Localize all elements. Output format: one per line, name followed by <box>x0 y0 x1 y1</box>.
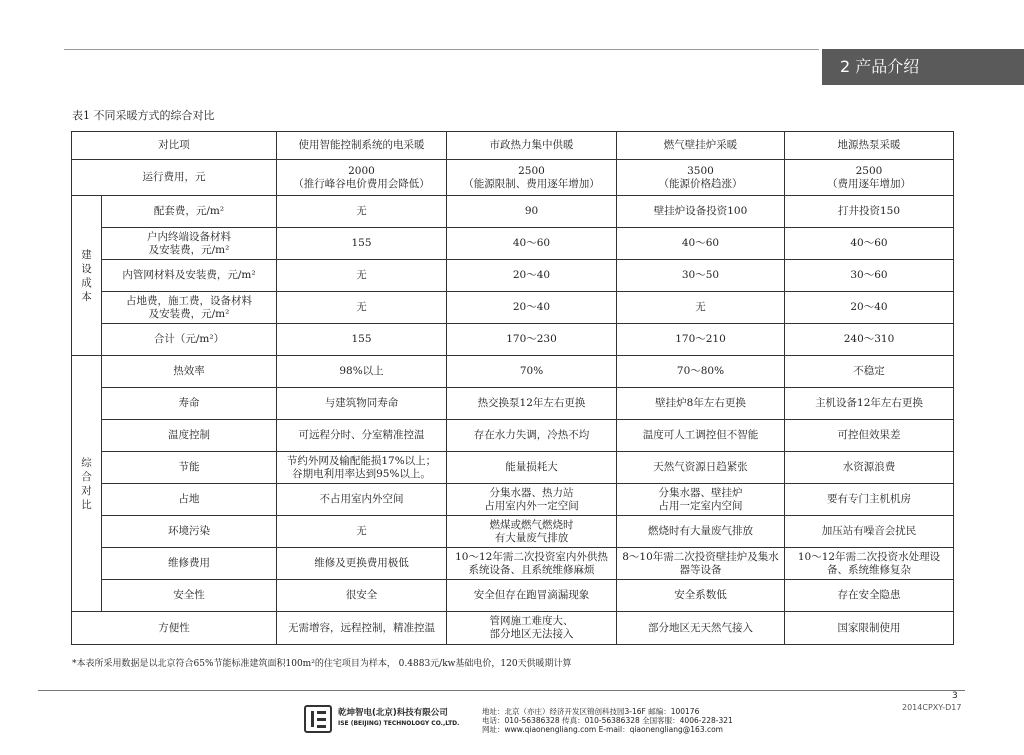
table-cell: 40～60 <box>447 228 617 260</box>
table-cell: 水资源浪费 <box>785 452 954 484</box>
table-cell: 壁挂炉8年左右更换 <box>617 388 785 420</box>
table-row <box>72 612 954 645</box>
footer-rule <box>38 690 965 691</box>
table-cell: 燃烧时有大量废气排放 <box>617 516 785 548</box>
contact-info <box>482 707 733 734</box>
comparison-table <box>71 131 954 645</box>
table-cell: 天然气资源日趋紧张 <box>617 452 785 484</box>
table-cell: 170～230 <box>447 324 617 356</box>
table-cell: 无 <box>277 292 447 324</box>
table-cell: 无 <box>277 260 447 292</box>
section-title: 2 产品介绍 <box>822 49 1024 85</box>
row-label: 占地费，施工费，设备材料 及安装费，元/m² <box>102 292 277 324</box>
company-logo-icon <box>304 705 332 733</box>
table-cell: 存在安全隐患 <box>785 580 954 612</box>
table-row <box>72 484 954 516</box>
table-cell: 很安全 <box>277 580 447 612</box>
header-cell: 燃气壁挂炉采暖 <box>617 132 785 160</box>
table-cell: 主机设备12年左右更换 <box>785 388 954 420</box>
table-cell: 10～12年需二次投资水处理设 备、系统维修复杂 <box>785 548 954 580</box>
table-row <box>72 260 954 292</box>
table-row <box>72 580 954 612</box>
table-cell: 8～10年需二次投资壁挂炉及集水 器等设备 <box>617 548 785 580</box>
table-row <box>72 420 954 452</box>
table-cell: 部分地区无天然气接入 <box>617 612 785 645</box>
table-cell: 存在水力失调，冷热不均 <box>447 420 617 452</box>
table-cell: 无需增容，远程控制，精准控温 <box>277 612 447 645</box>
table-cell: 维修及更换费用极低 <box>277 548 447 580</box>
table-row <box>72 292 954 324</box>
table-cell: 98%以上 <box>277 356 447 388</box>
header-cell: 市政热力集中供暖 <box>447 132 617 160</box>
contact-phone: 电话：010-56386328 传真：010-56386328 全国客服：4006-228-321 <box>482 716 733 725</box>
table-cell: 打井投资150 <box>785 196 954 228</box>
table-row <box>72 324 954 356</box>
header-rule <box>64 49 819 50</box>
group-label-construction <box>72 196 102 356</box>
company-name-cn: 乾坤智电(北京)科技有限公司 <box>338 708 448 718</box>
table-cell: 2500 （能源限制、费用逐年增加） <box>447 160 617 196</box>
table-header-row <box>72 132 954 160</box>
header-cell: 对比项 <box>72 132 277 160</box>
row-label: 环境污染 <box>102 516 277 548</box>
row-label: 维修费用 <box>102 548 277 580</box>
table-cell: 管网施工难度大、 部分地区无法接入 <box>447 612 617 645</box>
table-cell: 不占用室内外空间 <box>277 484 447 516</box>
table-cell: 安全系数低 <box>617 580 785 612</box>
row-label: 户内终端设备材料 及安装费，元/m² <box>102 228 277 260</box>
table-row <box>72 452 954 484</box>
table-cell: 燃煤或燃气燃烧时 有大量废气排放 <box>447 516 617 548</box>
table-cell: 能量损耗大 <box>447 452 617 484</box>
table-cell: 与建筑物同寿命 <box>277 388 447 420</box>
table-footnote: *本表所采用数据是以北京符合65%节能标准建筑面积100m²的住宅项目为样本， 0.4883元/kw基础电价，120天供暖期计算 <box>72 659 572 669</box>
table-caption: 表1 不同采暖方式的综合对比 <box>72 109 215 122</box>
table-cell: 节约外网及输配能损17%以上； 谷期电利用率达到95%以上。 <box>277 452 447 484</box>
row-label: 方便性 <box>72 612 277 645</box>
table-cell: 10～12年需二次投资室内外供热 系统设备、且系统维修麻烦 <box>447 548 617 580</box>
table-cell: 240～310 <box>785 324 954 356</box>
page-number: 3 <box>952 691 958 701</box>
row-label: 内管网材料及安装费，元/m² <box>102 260 277 292</box>
table-cell: 分集水器、热力站 占用室内外一定空间 <box>447 484 617 516</box>
table-cell: 20～40 <box>785 292 954 324</box>
table-cell: 热交换泵12年左右更换 <box>447 388 617 420</box>
table-cell: 155 <box>277 228 447 260</box>
row-label: 配套费，元/m² <box>102 196 277 228</box>
table-cell: 国家限制使用 <box>785 612 954 645</box>
company-name-en: ISE (BEIJING) TECHNOLOGY CO.,LTD. <box>338 720 460 727</box>
contact-web: 网址：www.qiaonengliang.com E-mail：qiaonengliang@163.com <box>482 725 723 734</box>
table-cell: 可控但效果差 <box>785 420 954 452</box>
row-label: 占地 <box>102 484 277 516</box>
table-cell: 155 <box>277 324 447 356</box>
table-cell: 不稳定 <box>785 356 954 388</box>
row-label: 安全性 <box>102 580 277 612</box>
table-cell: 40～60 <box>785 228 954 260</box>
group-label-text: 建设成本 <box>81 248 92 303</box>
table-cell: 20～40 <box>447 292 617 324</box>
row-label: 温度控制 <box>102 420 277 452</box>
table-row <box>72 356 954 388</box>
table-cell: 170～210 <box>617 324 785 356</box>
table-cell: 无 <box>617 292 785 324</box>
table-row <box>72 160 954 196</box>
document-code: 2014CPXY-D17 <box>902 703 962 712</box>
contact-address: 地址：北京（亦庄）经济开发区锦创科技园3-16F 邮编：100176 <box>482 707 700 716</box>
table-cell: 2500 （费用逐年增加） <box>785 160 954 196</box>
row-label: 寿命 <box>102 388 277 420</box>
table-row <box>72 516 954 548</box>
table-cell: 20～40 <box>447 260 617 292</box>
table-row <box>72 548 954 580</box>
table-cell: 3500 （能源价格趋涨） <box>617 160 785 196</box>
table-cell: 要有专门主机机房 <box>785 484 954 516</box>
table-cell: 30～60 <box>785 260 954 292</box>
header-cell: 使用智能控制系统的电采暖 <box>277 132 447 160</box>
table-cell: 分集水器、壁挂炉 占用一定室内空间 <box>617 484 785 516</box>
table-cell: 温度可人工调控但不智能 <box>617 420 785 452</box>
table-cell: 安全但存在跑冒滴漏现象 <box>447 580 617 612</box>
table-cell: 70% <box>447 356 617 388</box>
table-cell: 70～80% <box>617 356 785 388</box>
header-cell: 地源热泵采暖 <box>785 132 954 160</box>
table-row <box>72 196 954 228</box>
row-label: 热效率 <box>102 356 277 388</box>
table-cell: 加压站有噪音会扰民 <box>785 516 954 548</box>
table-cell: 无 <box>277 196 447 228</box>
table-cell: 40～60 <box>617 228 785 260</box>
table-cell: 90 <box>447 196 617 228</box>
table-row <box>72 388 954 420</box>
row-label: 节能 <box>102 452 277 484</box>
row-label: 合计（元/m²） <box>102 324 277 356</box>
table-cell: 无 <box>277 516 447 548</box>
group-label-text: 综合对比 <box>81 456 92 511</box>
row-label: 运行费用，元 <box>72 160 277 196</box>
table-cell: 2000 （推行峰谷电价费用会降低） <box>277 160 447 196</box>
group-label-overall <box>72 356 102 612</box>
table-cell: 壁挂炉设备投资100 <box>617 196 785 228</box>
company-name <box>338 707 459 729</box>
table-cell: 可远程分时、分室精准控温 <box>277 420 447 452</box>
table-row <box>72 228 954 260</box>
table-cell: 30～50 <box>617 260 785 292</box>
